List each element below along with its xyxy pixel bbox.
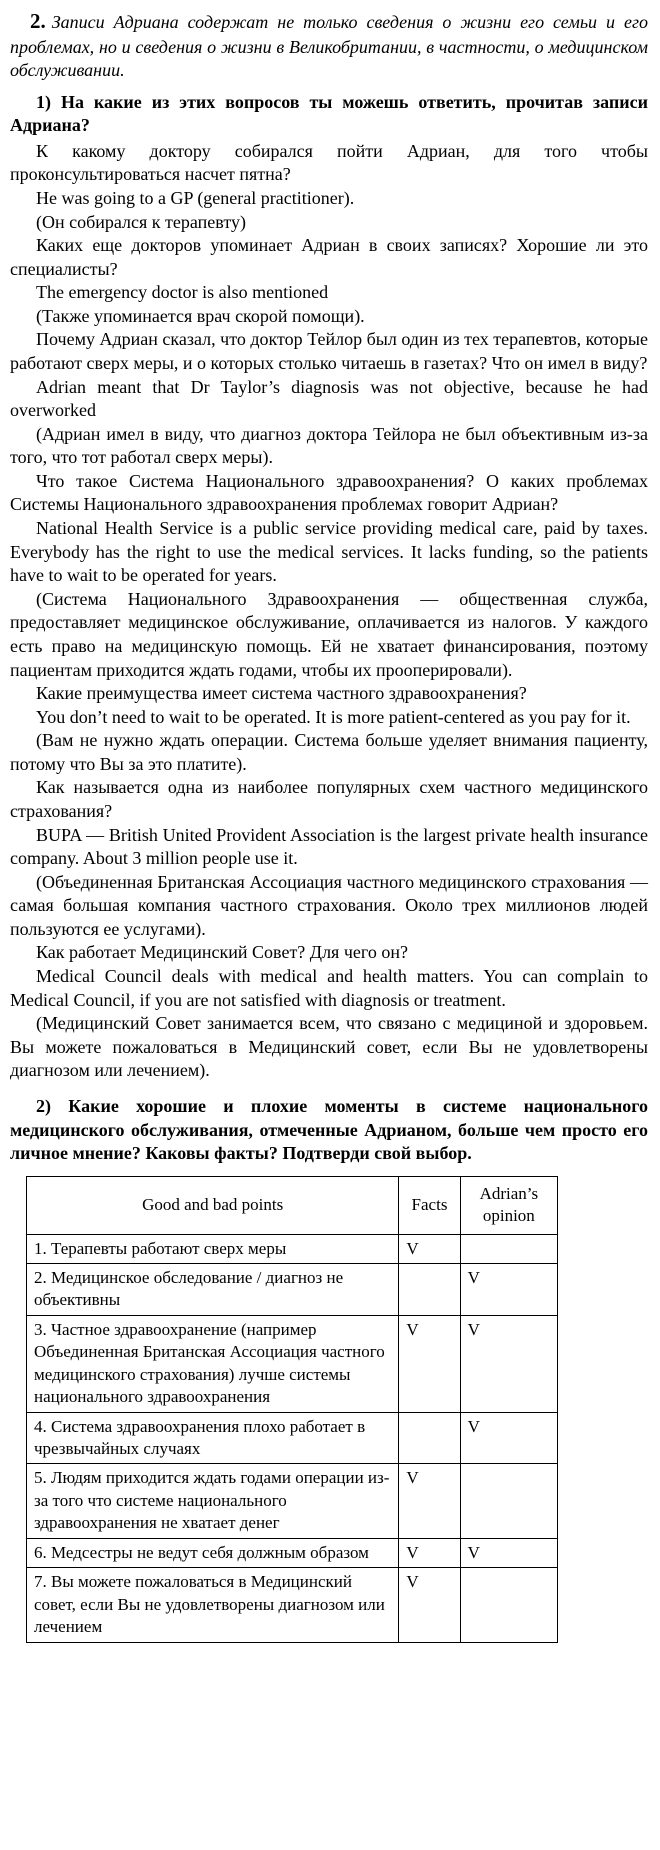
qa-paragraph: (Также упоминается врач скорой помощи). bbox=[36, 305, 365, 326]
col-header-facts: Facts bbox=[399, 1176, 460, 1234]
table-row bbox=[27, 1568, 558, 1642]
qa-paragraph: (Адриан имел в виду, что диагноз доктора Тейлора не был объективным из-за того, что тот работал сверх меры). bbox=[10, 423, 648, 468]
qa-paragraph: (Система Национального Здравоохранения — общественная служба, предоставляет медицинское обслуживание, оплачивается из налогов. У каждого есть право на медицинскую помощь. Ей не хватает финансирования, поэтому пациентам приходится ждать годами, чтобы их прооперировали). bbox=[10, 588, 648, 680]
cell-opinion bbox=[460, 1568, 557, 1642]
qa-paragraph: Как работает Медицинский Совет? Для чего он? bbox=[36, 942, 408, 963]
cell-opinion bbox=[460, 1234, 557, 1263]
cell-facts: V bbox=[399, 1464, 460, 1538]
qa-paragraph: (Он собирался к терапевту) bbox=[36, 211, 246, 232]
cell-point: 6. Медсестры не ведут себя должным образом bbox=[27, 1538, 399, 1567]
cell-opinion bbox=[460, 1464, 557, 1538]
points-table-head bbox=[27, 1176, 558, 1234]
qa-paragraph: (Вам не нужно ждать операции. Система больше уделяет внимания пациенту, потому что Вы за это платите). bbox=[10, 730, 648, 774]
col-header-points: Good and bad points bbox=[27, 1176, 399, 1234]
exercise-intro-text: Записи Адриана содержат не только сведения о жизни его семьи и его проблемах, но и сведения о жизни в Великобритании, в частности, о медицинском обслуживании. bbox=[10, 12, 648, 81]
cell-facts bbox=[399, 1263, 460, 1315]
cell-opinion: V bbox=[460, 1538, 557, 1567]
table-row bbox=[27, 1315, 558, 1412]
cell-opinion: V bbox=[460, 1263, 557, 1315]
cell-facts bbox=[399, 1412, 460, 1464]
cell-point: 1. Терапевты работают сверх меры bbox=[27, 1234, 399, 1263]
qa-paragraph: He was going to a GP (general practitioner). bbox=[36, 187, 355, 208]
cell-opinion: V bbox=[460, 1315, 557, 1412]
table-row bbox=[27, 1263, 558, 1315]
qa-paragraph: The emergency doctor is also mentioned bbox=[36, 282, 329, 303]
qa-paragraph: (Объединенная Британская Ассоциация частного медицинского страхования — самая большая компания частного страхования. Около трех миллионов людей пользуются ее услугами). bbox=[10, 871, 648, 939]
cell-point: 3. Частное здравоохранение (например Объединенная Британская Ассоциация частного медицинского страхования) лучше системы национального здравоохранения bbox=[27, 1315, 399, 1412]
cell-facts: V bbox=[399, 1315, 460, 1412]
qa-paragraph: Каких еще докторов упоминает Адриан в своих записях? Хорошие ли это специалисты? bbox=[10, 235, 648, 279]
cell-point: 2. Медицинское обследование / диагноз не объективны bbox=[27, 1263, 399, 1315]
qa-paragraph: Что такое Система Национального здравоохранения? О каких проблемах Системы Национального здравоохранения проблемах говорит Адриан? bbox=[10, 470, 648, 515]
cell-facts: V bbox=[399, 1538, 460, 1567]
qa-paragraph: You don’t need to wait to be operated. It is more patient-centered as you pay for it. bbox=[36, 706, 631, 727]
qa-paragraph: (Медицинский Совет занимается всем, что связано с медициной и здоровьем. Вы можете пожаловаться в Медицинский совет, если Вы не удовлетворены диагнозом или лечением). bbox=[10, 1013, 648, 1081]
points-table bbox=[26, 1176, 558, 1643]
cell-point: 7. Вы можете пожаловаться в Медицинский совет, если Вы не удовлетворены диагнозом или лечением bbox=[27, 1568, 399, 1642]
qa-paragraph: Medical Council deals with medical and health matters. You can complain to Medical Council, if you are not satisfied with diagnosis or treatment. bbox=[10, 966, 648, 1010]
exercise-number: 2. bbox=[30, 9, 46, 33]
cell-facts: V bbox=[399, 1234, 460, 1263]
qa-paragraph: Как называется одна из наиболее популярных схем частного медицинского страхования? bbox=[10, 777, 648, 821]
qa-paragraphs bbox=[10, 140, 648, 1083]
qa-paragraph: К какому доктору собирался пойти Адриан, для того чтобы проконсультироваться насчет пятна? bbox=[10, 140, 648, 185]
qa-paragraph: Почему Адриан сказал, что доктор Тейлор был один из тех терапевтов, которые работают сверх меры, и о которых столько читаешь в газетах? Что он имел в виду? bbox=[10, 329, 648, 374]
section1-heading: 1) На какие из этих вопросов ты можешь ответить, прочитав записи Адриана? bbox=[10, 91, 648, 136]
col-header-opinion: Adrian’s opinion bbox=[460, 1176, 557, 1234]
section2-heading: 2) Какие хорошие и плохие моменты в системе национального медицинского обслуживания, отмеченные Адрианом, больше чем просто его личное мнение? Каковы факты? Подтверди свой выбор. bbox=[10, 1095, 648, 1164]
table-row bbox=[27, 1412, 558, 1464]
table-row bbox=[27, 1538, 558, 1567]
table-row bbox=[27, 1234, 558, 1263]
qa-paragraph: BUPA — British United Provident Association is the largest private health insurance company. About 3 million people use it. bbox=[10, 824, 648, 869]
points-table-body bbox=[27, 1234, 558, 1642]
cell-point: 5. Людям приходится ждать годами операции из-за того что системе национального здравоохранения не хватает денег bbox=[27, 1464, 399, 1538]
exercise-intro bbox=[10, 8, 648, 83]
table-row bbox=[27, 1464, 558, 1538]
qa-paragraph: Какие преимущества имеет система частного здравоохранения? bbox=[36, 683, 527, 704]
qa-paragraph: Adrian meant that Dr Taylor’s diagnosis was not objective, because he had overworked bbox=[10, 376, 648, 421]
cell-opinion: V bbox=[460, 1412, 557, 1464]
cell-point: 4. Система здравоохранения плохо работает в чрезвычайных случаях bbox=[27, 1412, 399, 1464]
cell-facts: V bbox=[399, 1568, 460, 1642]
qa-paragraph: National Health Service is a public service providing medical care, paid by taxes. Everybody has the right to use the medical services. It lacks funding, so the patients have to wait to be operated for years. bbox=[10, 518, 648, 586]
table-header-row bbox=[27, 1176, 558, 1234]
